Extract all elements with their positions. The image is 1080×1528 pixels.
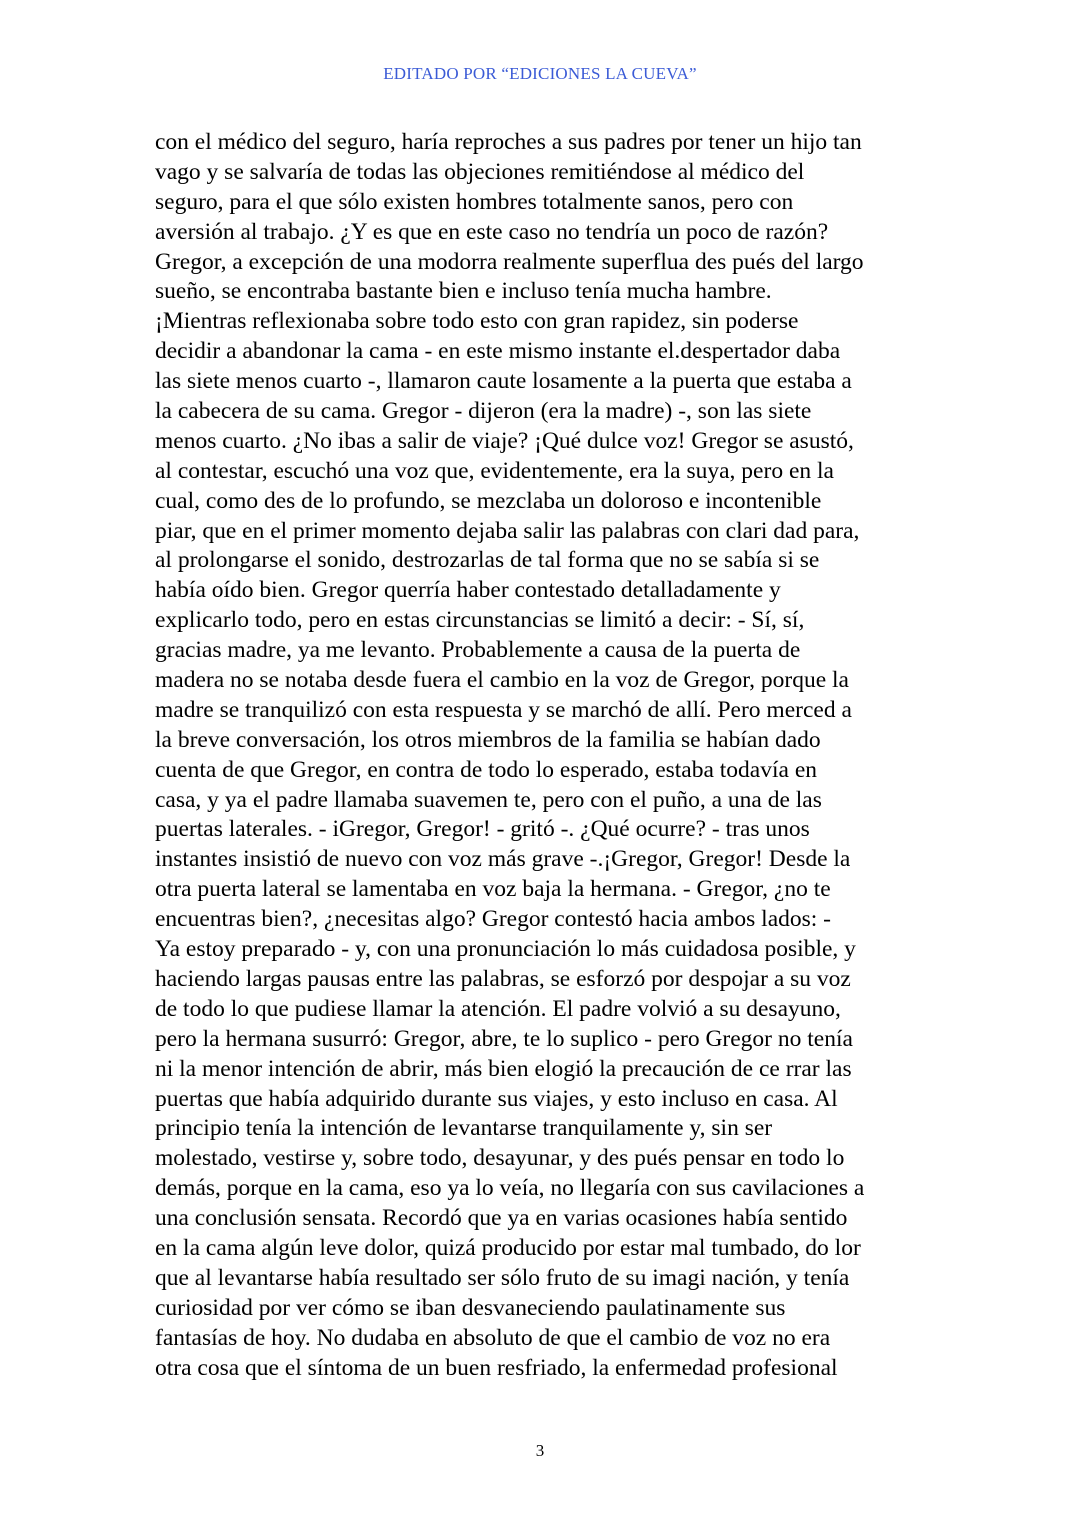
page-header: EDITADO POR “EDICIONES LA CUEVA” (383, 64, 697, 83)
text-line: puertas que había adquirido durante sus viajes, y esto incluso en casa. Al (155, 1085, 838, 1112)
text-line: una conclusión sensata. Recordó que ya en varias ocasiones había sentido (155, 1205, 848, 1232)
text-line: ¡Mientras reflexionaba sobre todo esto con gran rapidez, sin poderse (155, 308, 799, 335)
text-line: madre se tranquilizó con esta respuesta y se marchó de allí. Pero merced a (155, 696, 852, 723)
text-line: piar, que en el primer momento dejaba salir las palabras con clari dad para, (155, 517, 860, 544)
text-line: que al levantarse había resultado ser sólo fruto de su imagi nación, y tenía (155, 1264, 850, 1291)
text-line: fantasías de hoy. No dudaba en absoluto de que el cambio de voz no era (155, 1324, 831, 1351)
text-line: casa, y ya el padre llamaba suavemen te, pero con el puño, a una de las (155, 786, 822, 813)
text-line: la cabecera de su cama. Gregor - dijeron (era la madre) -, son las siete (155, 398, 812, 425)
text-line: decidir a abandonar la cama - en este mismo instante el.despertador daba (155, 338, 841, 365)
text-line: Ya estoy preparado - y, con una pronunciación lo más cuidadosa posible, y (155, 936, 856, 963)
text-line: cual, como des de lo profundo, se mezclaba un doloroso e incontenible (155, 487, 822, 514)
text-line: Gregor, a excepción de una modorra realmente superflua des pués del largo (155, 248, 864, 275)
text-line: demás, porque en la cama, eso ya lo veía, no llegaría con sus cavilaciones a (155, 1175, 865, 1202)
page-number: 3 (535, 1441, 545, 1460)
text-line: encuentras bien?, ¿necesitas algo? Gregor contestó hacia ambos lados: - (155, 906, 832, 933)
text-line: cuenta de que Gregor, en contra de todo lo esperado, estaba todavía en (155, 756, 818, 783)
text-line: vago y se salvaría de todas las objeciones remitiéndose al médico del (155, 158, 805, 185)
text-line: con el médico del seguro, haría reproches a sus padres por tener un hijo tan (155, 129, 862, 155)
text-line: curiosidad por ver cómo se iban desvaneciendo paulatinamente sus (155, 1294, 786, 1321)
text-line: de todo lo que pudiese llamar la atención. El padre volvió a su desayuno, (155, 995, 841, 1022)
text-line: otra puerta lateral se lamentaba en voz baja la hermana. - Gregor, ¿no te (155, 876, 831, 903)
text-line: las siete menos cuarto -, llamaron caute losamente a la puerta que estaba a (155, 368, 852, 395)
text-line: al prolongarse el sonido, destrozarlas de tal forma que no se sabía si se (155, 547, 820, 574)
text-line: madera no se notaba desde fuera el cambio en la voz de Gregor, porque la (155, 667, 849, 694)
text-line: otra cosa que el síntoma de un buen resfriado, la enfermedad profesional (155, 1354, 838, 1381)
text-line: aversión al trabajo. ¿Y es que en este caso no tendría un poco de razón? (155, 218, 829, 245)
text-line: principio tenía la intención de levantarse tranquilamente y, sin ser (155, 1115, 773, 1142)
text-line: haciendo largas pausas entre las palabras, se esforzó por despojar a su voz (155, 965, 851, 992)
text-line: puertas laterales. - iGregor, Gregor! - gritó -. ¿Qué ocurre? - tras unos (155, 816, 810, 843)
text-line: sueño, se encontraba bastante bien e incluso tenía mucha hambre. (155, 278, 772, 305)
text-line: instantes insistió de nuevo con voz más grave -.¡Gregor, Gregor! Desde la (155, 846, 851, 873)
text-line: la breve conversación, los otros miembros de la familia se habían dado (155, 726, 821, 753)
text-line: seguro, para el que sólo existen hombres totalmente sanos, pero con (155, 188, 794, 215)
body-text (155, 128, 945, 1383)
text-line: en la cama algún leve dolor, quizá producido por estar mal tumbado, do lor (155, 1234, 861, 1261)
text-line: pero la hermana susurró: Gregor, abre, te lo suplico - pero Gregor no tenía (155, 1025, 853, 1052)
text-line: gracias madre, ya me levanto. Probablemente a causa de la puerta de (155, 637, 801, 664)
text-line: explicarlo todo, pero en estas circunstancias se limitó a decir: - Sí, sí, (155, 607, 805, 634)
text-line: había oído bien. Gregor querría haber contestado detalladamente y (155, 577, 781, 604)
text-line: menos cuarto. ¿No ibas a salir de viaje? ¡Qué dulce voz! Gregor se asustó, (155, 427, 854, 454)
text-line: al contestar, escuchó una voz que, evidentemente, era la suya, pero en la (155, 457, 834, 484)
text-line: ni la menor intención de abrir, más bien elogió la precaución de ce rrar las (155, 1055, 852, 1082)
text-line: molestado, vestirse y, sobre todo, desayunar, y des pués pensar en todo lo (155, 1145, 845, 1172)
